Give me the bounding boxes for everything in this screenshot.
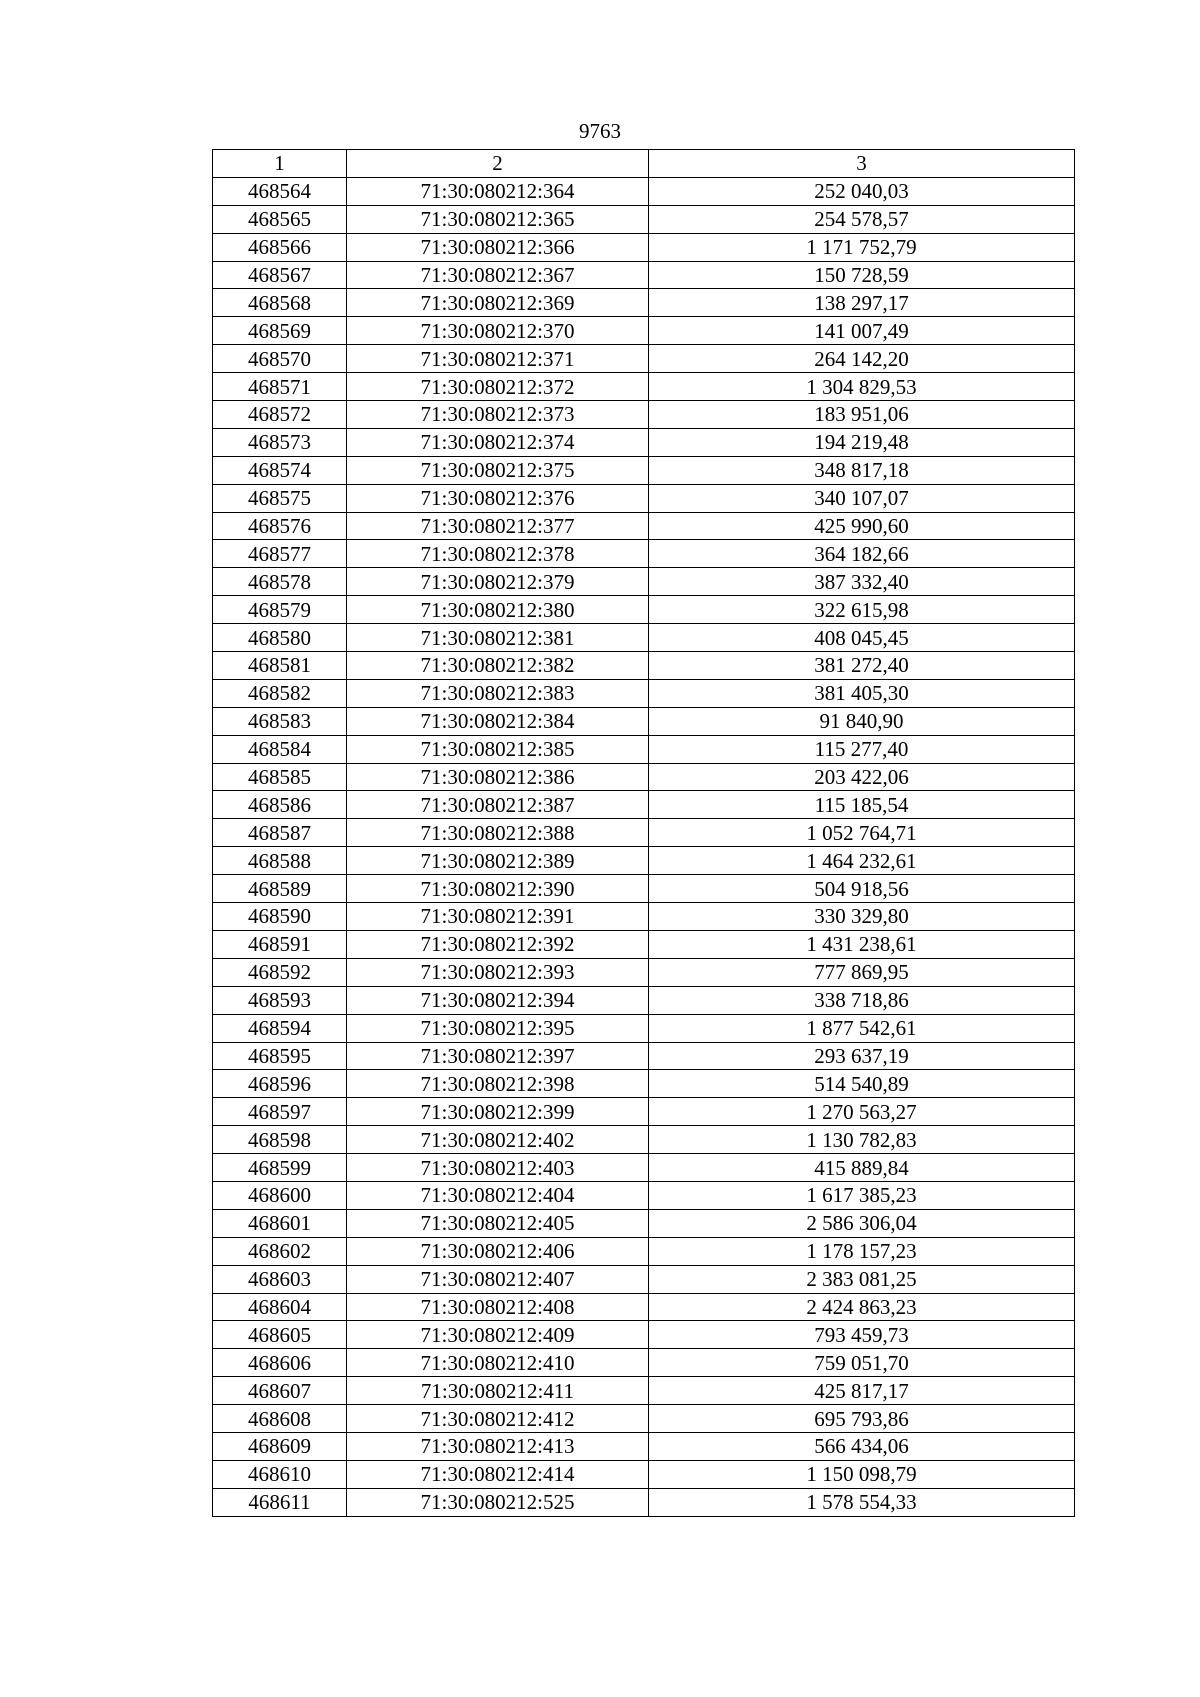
value-cell: 203 422,06: [649, 763, 1075, 791]
table-row: [213, 401, 1075, 429]
table-row: [213, 958, 1075, 986]
table-row: [213, 875, 1075, 903]
row-number-cell: 468571: [213, 373, 347, 401]
cadastral-number-cell: 71:30:080212:369: [347, 289, 649, 317]
row-number-cell: 468564: [213, 177, 347, 205]
row-number-cell: 468592: [213, 958, 347, 986]
value-cell: 1 578 554,33: [649, 1488, 1075, 1516]
value-cell: 264 142,20: [649, 345, 1075, 373]
row-number-cell: 468600: [213, 1181, 347, 1209]
column-header-1: 1: [213, 150, 347, 178]
value-cell: 1 304 829,53: [649, 373, 1075, 401]
table-row: [213, 1098, 1075, 1126]
value-cell: 1 130 782,83: [649, 1126, 1075, 1154]
table-row: [213, 1014, 1075, 1042]
row-number-cell: 468568: [213, 289, 347, 317]
cadastral-number-cell: 71:30:080212:377: [347, 512, 649, 540]
row-number-cell: 468608: [213, 1405, 347, 1433]
data-table: [212, 149, 1075, 1517]
value-cell: 194 219,48: [649, 428, 1075, 456]
row-number-cell: 468583: [213, 707, 347, 735]
row-number-cell: 468593: [213, 986, 347, 1014]
value-cell: 514 540,89: [649, 1070, 1075, 1098]
row-number-cell: 468610: [213, 1460, 347, 1488]
cadastral-number-cell: 71:30:080212:366: [347, 233, 649, 261]
table-row: [213, 568, 1075, 596]
table-row: [213, 847, 1075, 875]
value-cell: 381 405,30: [649, 679, 1075, 707]
cadastral-number-cell: 71:30:080212:394: [347, 986, 649, 1014]
value-cell: 2 586 306,04: [649, 1209, 1075, 1237]
cadastral-number-cell: 71:30:080212:380: [347, 596, 649, 624]
table-row: [213, 428, 1075, 456]
table-row: [213, 1432, 1075, 1460]
cadastral-number-cell: 71:30:080212:389: [347, 847, 649, 875]
cadastral-number-cell: 71:30:080212:397: [347, 1042, 649, 1070]
cadastral-number-cell: 71:30:080212:395: [347, 1014, 649, 1042]
table-body: [213, 177, 1075, 1516]
cadastral-number-cell: 71:30:080212:383: [347, 679, 649, 707]
table-row: [213, 1042, 1075, 1070]
table-row: [213, 233, 1075, 261]
row-number-cell: 468572: [213, 401, 347, 429]
row-number-cell: 468586: [213, 791, 347, 819]
cadastral-number-cell: 71:30:080212:525: [347, 1488, 649, 1516]
row-number-cell: 468566: [213, 233, 347, 261]
cadastral-number-cell: 71:30:080212:413: [347, 1432, 649, 1460]
cadastral-number-cell: 71:30:080212:381: [347, 624, 649, 652]
row-number-cell: 468609: [213, 1432, 347, 1460]
cadastral-number-cell: 71:30:080212:382: [347, 652, 649, 680]
cadastral-number-cell: 71:30:080212:402: [347, 1126, 649, 1154]
row-number-cell: 468576: [213, 512, 347, 540]
table-row: [213, 289, 1075, 317]
value-cell: 1 052 764,71: [649, 819, 1075, 847]
value-cell: 1 431 238,61: [649, 930, 1075, 958]
table-row: [213, 1154, 1075, 1182]
cadastral-number-cell: 71:30:080212:409: [347, 1321, 649, 1349]
table-row: [213, 791, 1075, 819]
value-cell: 293 637,19: [649, 1042, 1075, 1070]
table-row: [213, 456, 1075, 484]
cadastral-number-cell: 71:30:080212:408: [347, 1293, 649, 1321]
value-cell: 138 297,17: [649, 289, 1075, 317]
value-cell: 777 869,95: [649, 958, 1075, 986]
value-cell: 1 877 542,61: [649, 1014, 1075, 1042]
row-number-cell: 468591: [213, 930, 347, 958]
column-header-2: 2: [347, 150, 649, 178]
table-row: [213, 261, 1075, 289]
cadastral-number-cell: 71:30:080212:379: [347, 568, 649, 596]
table-row: [213, 930, 1075, 958]
cadastral-number-cell: 71:30:080212:385: [347, 735, 649, 763]
table-row: [213, 1209, 1075, 1237]
value-cell: 115 185,54: [649, 791, 1075, 819]
table-row: [213, 596, 1075, 624]
row-number-cell: 468601: [213, 1209, 347, 1237]
table-header-row: [213, 150, 1075, 178]
row-number-cell: 468599: [213, 1154, 347, 1182]
cadastral-number-cell: 71:30:080212:403: [347, 1154, 649, 1182]
value-cell: 566 434,06: [649, 1432, 1075, 1460]
value-cell: 338 718,86: [649, 986, 1075, 1014]
value-cell: 1 178 157,23: [649, 1237, 1075, 1265]
cadastral-number-cell: 71:30:080212:375: [347, 456, 649, 484]
table-row: [213, 373, 1075, 401]
table-row: [213, 1181, 1075, 1209]
table-row: [213, 707, 1075, 735]
row-number-cell: 468607: [213, 1377, 347, 1405]
table-row: [213, 1237, 1075, 1265]
table-header: [213, 150, 1075, 178]
table-row: [213, 735, 1075, 763]
cadastral-number-cell: 71:30:080212:398: [347, 1070, 649, 1098]
table-row: [213, 1460, 1075, 1488]
cadastral-number-cell: 71:30:080212:412: [347, 1405, 649, 1433]
cadastral-number-cell: 71:30:080212:390: [347, 875, 649, 903]
row-number-cell: 468587: [213, 819, 347, 847]
cadastral-number-cell: 71:30:080212:411: [347, 1377, 649, 1405]
value-cell: 254 578,57: [649, 205, 1075, 233]
cadastral-number-cell: 71:30:080212:407: [347, 1265, 649, 1293]
row-number-cell: 468602: [213, 1237, 347, 1265]
row-number-cell: 468611: [213, 1488, 347, 1516]
row-number-cell: 468589: [213, 875, 347, 903]
cadastral-number-cell: 71:30:080212:406: [347, 1237, 649, 1265]
table-row: [213, 903, 1075, 931]
value-cell: 408 045,45: [649, 624, 1075, 652]
table-row: [213, 540, 1075, 568]
table-row: [213, 1293, 1075, 1321]
value-cell: 364 182,66: [649, 540, 1075, 568]
cadastral-number-cell: 71:30:080212:410: [347, 1349, 649, 1377]
row-number-cell: 468581: [213, 652, 347, 680]
cadastral-number-cell: 71:30:080212:393: [347, 958, 649, 986]
table-row: [213, 624, 1075, 652]
value-cell: 1 171 752,79: [649, 233, 1075, 261]
row-number-cell: 468594: [213, 1014, 347, 1042]
value-cell: 150 728,59: [649, 261, 1075, 289]
column-header-3: 3: [649, 150, 1075, 178]
value-cell: 252 040,03: [649, 177, 1075, 205]
cadastral-number-cell: 71:30:080212:364: [347, 177, 649, 205]
cadastral-number-cell: 71:30:080212:386: [347, 763, 649, 791]
cadastral-number-cell: 71:30:080212:367: [347, 261, 649, 289]
value-cell: 141 007,49: [649, 317, 1075, 345]
table-row: [213, 652, 1075, 680]
table-row: [213, 763, 1075, 791]
cadastral-number-cell: 71:30:080212:399: [347, 1098, 649, 1126]
row-number-cell: 468606: [213, 1349, 347, 1377]
cadastral-number-cell: 71:30:080212:373: [347, 401, 649, 429]
table-row: [213, 986, 1075, 1014]
row-number-cell: 468588: [213, 847, 347, 875]
cadastral-number-cell: 71:30:080212:376: [347, 484, 649, 512]
row-number-cell: 468584: [213, 735, 347, 763]
cadastral-number-cell: 71:30:080212:392: [347, 930, 649, 958]
table-row: [213, 1321, 1075, 1349]
value-cell: 415 889,84: [649, 1154, 1075, 1182]
row-number-cell: 468585: [213, 763, 347, 791]
row-number-cell: 468578: [213, 568, 347, 596]
row-number-cell: 468570: [213, 345, 347, 373]
table-row: [213, 1488, 1075, 1516]
value-cell: 1 617 385,23: [649, 1181, 1075, 1209]
value-cell: 91 840,90: [649, 707, 1075, 735]
cadastral-number-cell: 71:30:080212:388: [347, 819, 649, 847]
table-row: [213, 177, 1075, 205]
page-number: 9763: [579, 119, 621, 143]
value-cell: 793 459,73: [649, 1321, 1075, 1349]
row-number-cell: 468590: [213, 903, 347, 931]
value-cell: 381 272,40: [649, 652, 1075, 680]
table-row: [213, 345, 1075, 373]
row-number-cell: 468575: [213, 484, 347, 512]
value-cell: 348 817,18: [649, 456, 1075, 484]
value-cell: 2 383 081,25: [649, 1265, 1075, 1293]
row-number-cell: 468605: [213, 1321, 347, 1349]
table-row: [213, 205, 1075, 233]
cadastral-number-cell: 71:30:080212:391: [347, 903, 649, 931]
value-cell: 340 107,07: [649, 484, 1075, 512]
table-row: [213, 819, 1075, 847]
cadastral-number-cell: 71:30:080212:370: [347, 317, 649, 345]
cadastral-number-cell: 71:30:080212:384: [347, 707, 649, 735]
value-cell: 115 277,40: [649, 735, 1075, 763]
row-number-cell: 468598: [213, 1126, 347, 1154]
row-number-cell: 468597: [213, 1098, 347, 1126]
table-row: [213, 484, 1075, 512]
table-row: [213, 1126, 1075, 1154]
row-number-cell: 468565: [213, 205, 347, 233]
cadastral-number-cell: 71:30:080212:405: [347, 1209, 649, 1237]
row-number-cell: 468603: [213, 1265, 347, 1293]
value-cell: 425 990,60: [649, 512, 1075, 540]
cadastral-number-cell: 71:30:080212:374: [347, 428, 649, 456]
row-number-cell: 468574: [213, 456, 347, 484]
value-cell: 183 951,06: [649, 401, 1075, 429]
value-cell: 695 793,86: [649, 1405, 1075, 1433]
value-cell: 330 329,80: [649, 903, 1075, 931]
cadastral-number-cell: 71:30:080212:404: [347, 1181, 649, 1209]
table-row: [213, 679, 1075, 707]
row-number-cell: 468567: [213, 261, 347, 289]
table-row: [213, 1349, 1075, 1377]
cadastral-number-cell: 71:30:080212:365: [347, 205, 649, 233]
table-row: [213, 1377, 1075, 1405]
cadastral-number-cell: 71:30:080212:414: [347, 1460, 649, 1488]
row-number-cell: 468573: [213, 428, 347, 456]
table-row: [213, 317, 1075, 345]
row-number-cell: 468579: [213, 596, 347, 624]
value-cell: 1 464 232,61: [649, 847, 1075, 875]
row-number-cell: 468596: [213, 1070, 347, 1098]
value-cell: 2 424 863,23: [649, 1293, 1075, 1321]
table-row: [213, 1265, 1075, 1293]
cadastral-number-cell: 71:30:080212:387: [347, 791, 649, 819]
value-cell: 425 817,17: [649, 1377, 1075, 1405]
table-row: [213, 1070, 1075, 1098]
value-cell: 1 270 563,27: [649, 1098, 1075, 1126]
row-number-cell: 468595: [213, 1042, 347, 1070]
value-cell: 504 918,56: [649, 875, 1075, 903]
cadastral-number-cell: 71:30:080212:372: [347, 373, 649, 401]
row-number-cell: 468569: [213, 317, 347, 345]
cadastral-number-cell: 71:30:080212:378: [347, 540, 649, 568]
value-cell: 322 615,98: [649, 596, 1075, 624]
value-cell: 759 051,70: [649, 1349, 1075, 1377]
table-row: [213, 512, 1075, 540]
row-number-cell: 468580: [213, 624, 347, 652]
value-cell: 1 150 098,79: [649, 1460, 1075, 1488]
value-cell: 387 332,40: [649, 568, 1075, 596]
row-number-cell: 468577: [213, 540, 347, 568]
row-number-cell: 468582: [213, 679, 347, 707]
cadastral-number-cell: 71:30:080212:371: [347, 345, 649, 373]
row-number-cell: 468604: [213, 1293, 347, 1321]
table-row: [213, 1405, 1075, 1433]
